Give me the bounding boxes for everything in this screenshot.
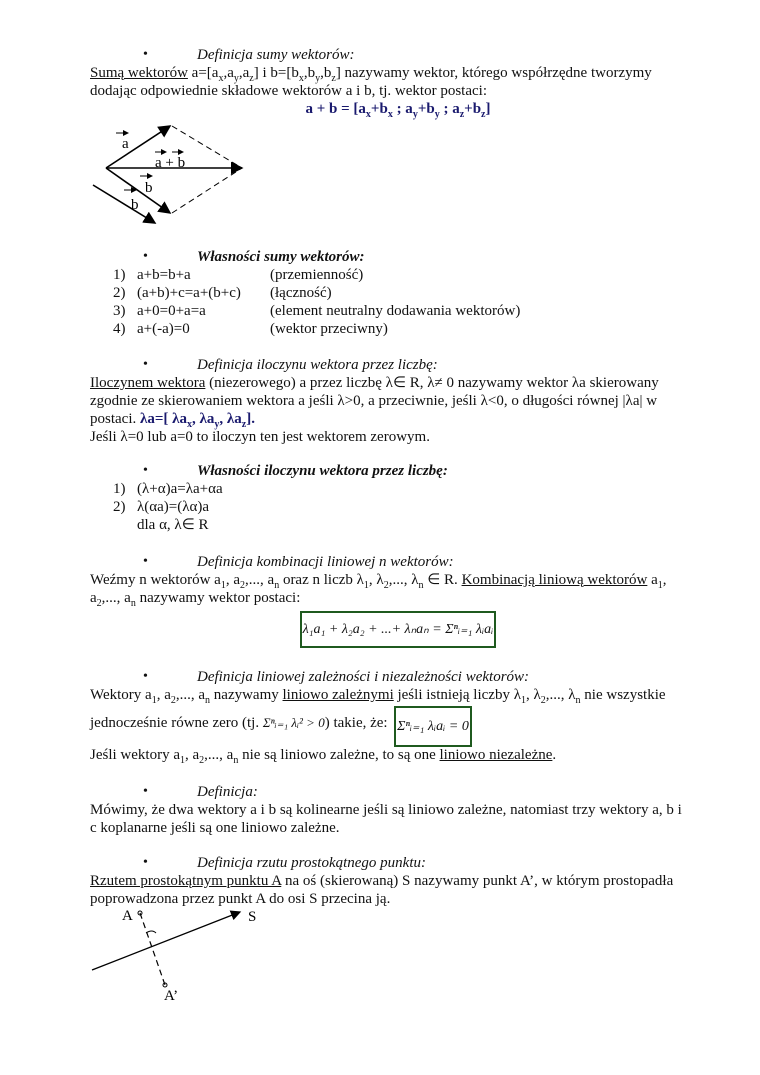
underlined-term: liniowo niezależne <box>439 747 553 763</box>
item-description: (element neutralny dodawania wektorów) <box>270 303 521 319</box>
text-segment: a + b = [a <box>305 101 366 117</box>
paragraph-line <box>90 686 666 710</box>
item-number: 2) <box>113 285 126 301</box>
text-segment: zgodnie ze skierowaniem wektora a jeśli λ>0, a przeciwnie, jeśli λ<0, o długości równej |λa| w <box>90 393 658 409</box>
text-segment: , λa <box>219 411 242 427</box>
item-expression: (a+b)+c=a+(b+c) <box>137 285 241 301</box>
text-segment: ; a <box>392 101 413 117</box>
dependence-formula: Σⁿᵢ₌₁ λᵢaᵢ = 0 <box>394 706 472 747</box>
text-segment: a=[a <box>187 65 219 81</box>
subscript: n <box>575 695 581 706</box>
text-segment: , λ <box>525 687 541 703</box>
heading-linear-combination: Definicja kombinacji liniowej n wektorów: <box>197 554 454 570</box>
text-segment: +b <box>370 101 388 117</box>
text-segment: jeśli istnieją liczby λ <box>393 687 521 703</box>
text-segment: Jeśli λ=0 lub a=0 to iloczyn ten jest wektorem zerowym. <box>90 429 430 445</box>
subscript: 2 <box>383 580 389 591</box>
paragraph-line <box>90 714 388 732</box>
paragraph-line <box>90 746 556 770</box>
text-segment: nie są liniowo zależne, to są one <box>238 747 440 763</box>
text-segment: (niezerowego) a przez liczbę λ∈ R, λ≠ 0 nazywamy wektor λa skierowany <box>205 375 659 391</box>
subscript: y <box>315 73 321 84</box>
text-segment: nazywamy <box>210 687 283 703</box>
heading-scalar-product: Definicja iloczynu wektora przez liczbę: <box>197 357 438 373</box>
item-number: 2) <box>113 499 126 515</box>
item-description: (łączność) <box>270 285 332 301</box>
item-number: 1) <box>113 267 126 283</box>
paragraph-line <box>90 392 657 410</box>
text-segment: ∈ R. <box>423 572 462 588</box>
subscript: y <box>434 109 440 120</box>
item-expression: λ(αa)=(λα)a <box>137 499 210 515</box>
linear-combination-formula: λ₁a₁ + λ₂a₂ + ...+ λₙaₙ = Σⁿᵢ₌₁ λᵢaᵢ <box>300 611 496 648</box>
underlined-term: Iloczynem wektora <box>90 375 206 391</box>
text-segment: Wektory a <box>90 687 152 703</box>
subscript: z <box>459 109 465 120</box>
item-number: 3) <box>113 303 126 319</box>
subscript: 2 <box>199 755 205 766</box>
subscript: x <box>387 109 393 120</box>
projection-diagram <box>0 905 300 1005</box>
subscript: x <box>187 419 193 430</box>
paragraph-line <box>90 428 430 446</box>
label-b: b <box>145 180 153 196</box>
subscript: n <box>418 580 424 591</box>
label-b-shifted: b <box>131 197 139 213</box>
bullet: • <box>143 855 148 870</box>
text-segment: Jeśli wektory a <box>90 747 180 763</box>
bullet: • <box>143 249 148 264</box>
text-segment: +b <box>464 101 482 117</box>
text-segment: Weźmy n wektorów a <box>90 572 221 588</box>
subscript: z <box>481 109 486 120</box>
subscript: x <box>365 109 371 120</box>
subscript: 1 <box>220 580 226 591</box>
subscript: 2 <box>240 580 246 591</box>
subscript: x <box>218 73 224 84</box>
text-segment: nie wszystkie <box>580 687 666 703</box>
text-segment: ,..., a <box>175 687 206 703</box>
bullet: • <box>143 554 148 569</box>
text-segment: Mówimy, że dwa wektory a i b są kolinearne jeśli są liniowo zależne, natomiast trzy wektory a, b i <box>90 802 682 818</box>
note: dla α, λ∈ R <box>137 517 209 533</box>
paragraph-line <box>90 374 659 392</box>
text-segment: +b <box>417 101 435 117</box>
heading-orthogonal-projection: Definicja rzutu prostokątnego punktu: <box>197 855 426 871</box>
label-axis-S: S <box>248 909 257 925</box>
subscript: n <box>274 580 280 591</box>
item-expression: a+b=b+a <box>137 267 191 283</box>
subscript: n <box>205 695 211 706</box>
text-segment: , <box>662 572 667 588</box>
label-a-plus-b: a + b <box>155 155 186 171</box>
text: jednocześnie równe zero (tj. <box>90 715 260 731</box>
text-segment: ,..., a <box>101 590 131 606</box>
text-segment: oraz n liczb λ <box>279 572 364 588</box>
underlined-term: Rzutem prostokątnym punktu A <box>90 873 282 889</box>
bullet: • <box>143 357 148 372</box>
bullet: • <box>143 463 148 478</box>
text-segment: nazywamy wektor postaci: <box>135 590 301 606</box>
text-segment: ,..., a <box>204 747 234 763</box>
text-segment: ; a <box>439 101 460 117</box>
underlined-term: Kombinacją liniową wektorów <box>461 572 648 588</box>
item-number: 4) <box>113 321 126 337</box>
subscript: 1 <box>657 580 663 591</box>
item-expression: a+(-a)=0 <box>137 321 190 337</box>
subscript: z <box>331 73 336 84</box>
paragraph-line <box>90 801 682 819</box>
paragraph-line <box>90 819 340 837</box>
text-segment: ,b <box>320 65 332 81</box>
sum-condition: Σⁿᵢ₌₁ λᵢ² > 0 <box>262 715 325 730</box>
item-expression: a+0=0+a=a <box>137 303 206 319</box>
item-description: (wektor przeciwny) <box>270 321 388 337</box>
heading-vector-sum: Definicja sumy wektorów: <box>197 47 355 63</box>
subscript: n <box>130 598 136 609</box>
text-segment: ] <box>485 101 491 117</box>
subscript: 2 <box>540 695 546 706</box>
bullet: • <box>143 669 148 684</box>
text: ) takie, że: <box>324 715 388 731</box>
text-segment: ,a <box>238 65 250 81</box>
paragraph-line <box>90 872 673 890</box>
vector-sum-diagram <box>0 115 300 225</box>
underlined-term: liniowo zależnymi <box>282 687 394 703</box>
heading-definition: Definicja: <box>197 784 258 800</box>
subscript: n <box>233 755 239 766</box>
text-segment: ,..., a <box>245 572 275 588</box>
subscript: y <box>214 419 220 430</box>
text-segment: , a <box>184 747 200 763</box>
text-segment: postaci. <box>90 411 140 427</box>
paragraph-line <box>90 82 487 100</box>
subscript: z <box>241 419 247 430</box>
text-segment: , λ <box>368 572 384 588</box>
text-segment: na oś (skierowaną) S nazywamy punkt A’, w którym prostopadła <box>281 873 674 889</box>
label-point-A: A <box>122 908 133 924</box>
text-segment: c koplanarne jeśli są one liniowo zależne. <box>90 820 340 836</box>
text-segment: ,a <box>223 65 234 81</box>
item-expression: (λ+α)a=λa+αa <box>137 481 223 497</box>
text-segment: ]. <box>246 411 255 427</box>
subscript: x <box>298 73 304 84</box>
label-a: a <box>122 136 129 152</box>
text-segment: poprowadzona przez punkt A do osi S przecina ją. <box>90 891 391 907</box>
subscript: 1 <box>179 755 185 766</box>
bullet: • <box>143 784 148 799</box>
paragraph-line <box>90 589 300 613</box>
subscript: 1 <box>151 695 157 706</box>
text-segment: a <box>90 590 97 606</box>
text-segment: , a <box>156 687 171 703</box>
bullet: • <box>143 47 148 62</box>
item-number: 1) <box>113 481 126 497</box>
heading-sum-properties: Własności sumy wektorów: <box>197 249 365 265</box>
label-point-A-prime: A’ <box>164 988 179 1004</box>
text-segment: λa=[ λa <box>140 411 188 427</box>
subscript: 1 <box>520 695 526 706</box>
subscript: y <box>412 109 418 120</box>
subscript: y <box>233 73 239 84</box>
subscript: 2 <box>96 598 102 609</box>
text-segment: ,..., λ <box>388 572 419 588</box>
item-description: (przemienność) <box>270 267 364 283</box>
text-segment: . <box>552 747 557 763</box>
underlined-term: Sumą wektorów <box>90 65 188 81</box>
text-segment: , a <box>225 572 241 588</box>
heading-linear-dependence: Definicja liniowej zależności i niezależności wektorów: <box>197 669 530 685</box>
subscript: 1 <box>363 580 369 591</box>
text-segment: ] nazywamy wektor, którego współrzędne tworzymy <box>335 65 652 81</box>
text-segment: ,b <box>303 65 316 81</box>
subscript: z <box>249 73 254 84</box>
subscript: 2 <box>170 695 176 706</box>
text-segment: ,..., λ <box>545 687 576 703</box>
text-segment: dodając odpowiednie składowe wektorów a i b, tj. wektor postaci: <box>90 83 487 99</box>
text-segment: , λa <box>192 411 215 427</box>
text-segment: a <box>647 572 658 588</box>
heading-scalar-properties: Własności iloczynu wektora przez liczbę: <box>197 463 448 479</box>
text-segment: ] i b=[b <box>253 65 299 81</box>
